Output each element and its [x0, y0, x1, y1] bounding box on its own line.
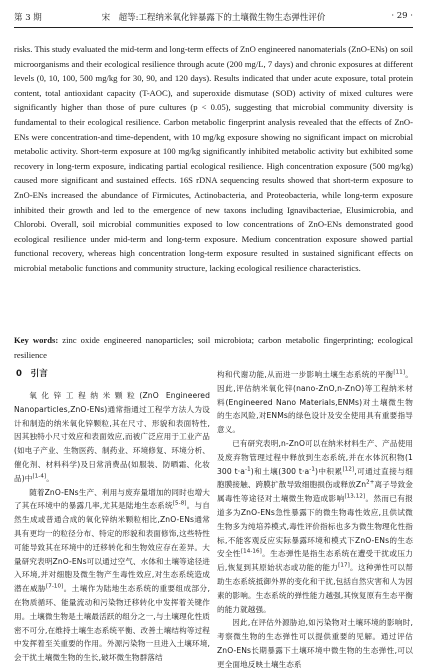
- paragraph-text: 。: [46, 473, 54, 483]
- running-title: 宋 超等:工程纳米氧化锌暴露下的土壤微生物生态弹性评价: [101, 13, 326, 23]
- paragraph-text: 因此,在评估外源胁迫,如污染物对土壤环境的影响时,考察微生物的生态弹性可以提供重要的见解。通过评估ZnO-ENs长期暴露下土壤环境中微生物的生态弹性,可以更全面地反映土壤生态系: [217, 618, 413, 669]
- paragraph: [14, 486, 210, 665]
- paragraph-text: 已有研究表明,n-ZnO可以在纳米材料生产、产品使用及废弃物管理过程中释放到生态系统,并在水体沉积物(1 300 t·a: [217, 438, 413, 476]
- page-number: · 29 ·: [391, 11, 413, 21]
- left-column: [14, 368, 210, 665]
- paragraph-text: 。土壤作为陆地生态系统的重要组成部分,在物质循环、能量流动和污染物迁移转化中发挥着关键作用。土壤微生物是土壤最活跃的组分之一,与土壤理化性质密不可分,在维持土壤生态系统平衡、改善土壤结构等过程中发挥着至关重要的作用。外源污染物一旦进入土壤环境,会干扰土壤微生物的生长,破坏微生物群落结: [14, 584, 210, 663]
- issue-number: 第 3 期: [14, 13, 42, 23]
- paragraph-text: 构和代谢功能,从而进一步影响土壤生态系统的平衡: [217, 370, 394, 379]
- citation: [1-4]: [32, 473, 47, 480]
- keywords: [14, 333, 413, 362]
- citation: [12]: [342, 466, 355, 473]
- paragraph-text: 随着ZnO-ENs生产、利用与废弃量增加的同时也增大了其在环境中的暴露几率,尤其是陆地生态系统: [14, 487, 210, 511]
- paragraph: [217, 368, 413, 437]
- paragraph-text: )中积累: [314, 466, 343, 476]
- english-abstract: risks. This study evaluated the mid-term and long-term effects of ZnO engineered nanomaterials (ZnO-ENs) on soil microorganisms and their ecological resilience through acute (200 mg/L, 7 days) and chronic exposures at different levels (0, 10, 100, 500 mg/kg for 30, 90, and 120 days). Results indicated that under acute exposure, total protein content, total antioxidant capacity (T-AOC), and superoxide dismutase (SOD) activity of mixed cultures were significantly higher than those of pure cultures (p < 0.05), suggesting that microbial community diversity is fundamental to their ecological resilience. Carbon metabolic fingerprint analysis revealed that the effects of ZnO-ENs were concentration-and time-dependent, with 10 mg/kg exposure showing no significant impact on microbial metabolic activity. Short-term exposure at 100 mg/kg significantly inhibited metabolic activity but exhibited some recovery in long-term exposure, indicating partial ecological resilience. High concentration exposure (500 mg/kg) caused more significant and sustained effects. 16S rDNA sequencing results showed that short-term exposure to ZnO-ENs increased the abundance of Firmicutes, Actinobacteria, and Proteobacteria, while long-term exposure inhibited their growth and led to the emergence of new taxons including Ignavibacteriae, Elusimicrobia, and Chlorobi. Overall, soil microbial communities exposed to low concentrations of ZnO-ENs demonstrated good ecological resilience under mid-term and long-term exposure. Medium concentration exposure showed partial functional recovery, whereas high concentration long-term exposure resulted in sustained significant effects on microbial metabolic functions and community structure, lacking ecological resilience characteristics.: [14, 44, 413, 273]
- paragraph-text: 。生态弹性是指生态系统在遭受干扰或压力后,恢复到其原始状态或功能的能力: [217, 549, 413, 573]
- paragraph-text: 。然而已有报道多为ZnO-ENs急性暴露下的微生物毒性效应,且供试微生物多为纯培养模式,毒性评价指标也多为微生物理化性指标,不能客观反应实际暴露环境和模式下ZnO-ENs的生态安全性: [217, 494, 413, 559]
- paragraph-text: 。因此,评估纳米氧化锌(nano-ZnO,n-ZnO)等工程纳米材料(Engineered Nano Materials,ENMs)对土壤微生物的生态风险,对ENMs的绿色设计及安全使用具有重要指导意义。: [217, 370, 413, 435]
- paragraph-text: 离子导致金属毒性等途径对土壤微生物造成影响: [217, 480, 414, 504]
- paragraph-text: 。这种弹性可以帮助生态系统抵御外界的变化和干扰,包括自然灾害和人为因素的影响。生态系统的弹性能力越强,其恢复原有生态平衡的能力就越强。: [217, 563, 413, 614]
- superscript: 2+: [366, 479, 375, 486]
- right-column: [217, 368, 413, 672]
- keywords-label: Key words:: [14, 335, 59, 345]
- paragraph: [217, 616, 413, 671]
- paragraph-text: 氧化锌工程纳米颗粒(ZnO Engineered Nanoparticles,ZnO-ENs)通常指通过工程学方法人为设计和制造的纳米氧化锌颗粒,其在尺寸、形貌和表面特性,因其独特小尺寸效应和表面效应,而被广泛应用于工业产品(如电子产业、生物医药、制药业、环境修复、环境分析、催化剂、材料科学)及日常消费品(如服装、防晒霜、化妆品)中: [14, 391, 210, 483]
- paragraph: [14, 389, 210, 486]
- superscript: -1: [245, 466, 251, 473]
- paragraph-text: )和土壤(300 t·a: [250, 466, 310, 476]
- paragraph: [217, 437, 413, 616]
- paragraph-text: ,可通过直接与细胞膜接触、跨膜扩散导致细胞损伤或释放Zn: [217, 466, 413, 490]
- running-header: [14, 5, 413, 28]
- keywords-text: zinc oxide engineered nanoparticles; soil microbiota; carbon metabolic fingerprinting; ecological resilience: [14, 335, 413, 360]
- citation: [7-10]: [45, 583, 64, 590]
- paragraph-text: 。与自然生成或普通合成的氧化锌纳米颗粒相比,ZnO-ENs通常具有更均一的粒径分布、特定的形貌和表面修饰,这些特性可能导致其在环境中的迁移转化和生物效应存在差异。大量研究表明ZnO-ENs可以通过空气、水体和土壤等途径进入环境,并对细胞及微生物产生毒性效应,对生态系统造成潜在威胁: [14, 501, 210, 594]
- citation: [14-16]: [240, 548, 262, 555]
- citation: [5-8]: [172, 500, 187, 507]
- citation: [17]: [338, 562, 350, 569]
- superscript: -1: [309, 466, 315, 473]
- citation: [13,12]: [344, 493, 366, 500]
- section-heading: 0 引言: [16, 369, 48, 379]
- citation: [11]: [393, 369, 406, 376]
